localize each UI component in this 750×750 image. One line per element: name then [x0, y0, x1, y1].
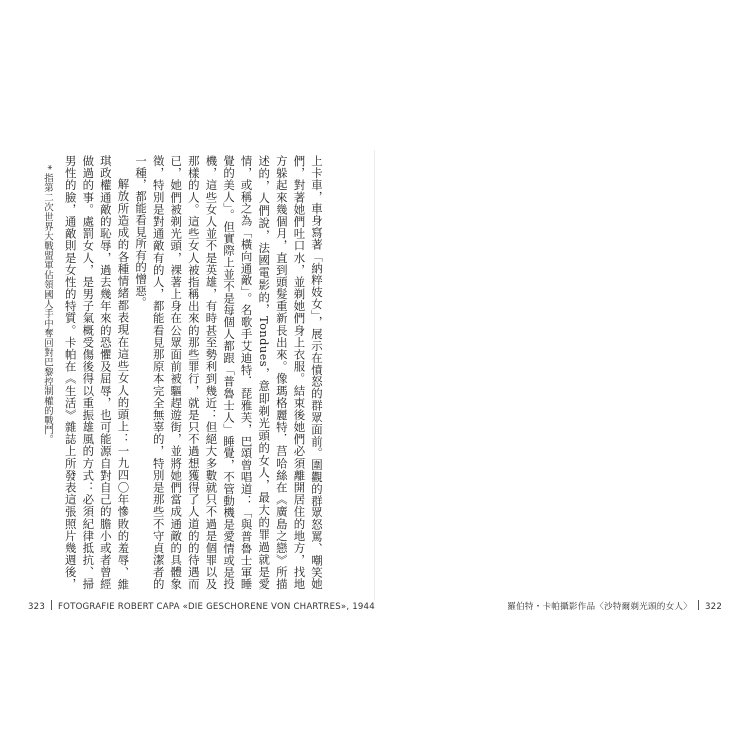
- right-page-number: 322: [704, 602, 722, 612]
- left-page-body: [60, 155, 325, 590]
- left-footer: [28, 600, 375, 612]
- footer-divider: [698, 600, 699, 610]
- left-running-head: FOTOGRAFIE ROBERT CAPA «DIE GESCHORENE VON CHARTRES», 1944: [58, 602, 375, 612]
- left-paragraph-2: 解放所造成的各種情緒都表現在這些女人的頭上：一九四〇年慘敗的羞辱、維琪政權通敵的恥辱，過去幾年來的恐懼及屈辱，也可能源自對自己的膽小或者曾經做過的事。處罰女人，是男子氣概受傷後得以重振雄風的方式：必須紀律抵抗、掃男性的臉，通敵則是女性的特質。卡帕在《生活》雜誌上所發表這張照片幾週後，: [63, 155, 131, 590]
- left-paragraph-1: 上卡車，車身寫著「納粹妓女」，展示在憤怒的群眾面前。圍觀的群眾怒罵、嘲笑她們，對著她們吐口水，並剃她們身上衣服。結束後她們必須離開居住的地方，找地方躲起來幾個月，直到頭髮重新長出來。像瑪格麗特．莒哈絲在《廣島之戀》所描述的，人們說，法國電影的，Tondues，意即剃光頭的女人，最大的罪過就是愛情，或稱之為「橫向通敵」。名歌手艾迪特．琵雅芙，巴頌曾唱道：「與普魯士軍睡覺的美人」。但實際上並不是每個人都跟「普魯士人」睡覺，不管動機是愛情或是投機，這些女人並不是英雄，有時甚至勢利到幾近：但絕大多數就只不過是個罪以及那樣的人。這些女人被指稱出來的那些罪行，就是只不過想獲得了人道的的待遇而已，她們被剃光頭，裸著上身在公眾面前被驅趕遊街，並將她們當成通敵的具體象徵，特別是對通敵有的人，都能看見那原本完全無辜的，特別是那些不守貞潔者的一種，都能看見所有的憎惡。: [134, 155, 324, 590]
- left-page-number: 323: [28, 602, 46, 612]
- right-running-head: 羅伯特・卡帕攝影作品〈沙特爾剃光頭的女人〉: [507, 602, 692, 612]
- footnote: * 指第二次世界大戰盟軍佔領國人手中奪回對巴黎控制權的戰鬥。: [42, 165, 53, 445]
- right-page: [375, 0, 750, 750]
- footer-divider: [51, 600, 52, 610]
- right-footer: [507, 600, 722, 612]
